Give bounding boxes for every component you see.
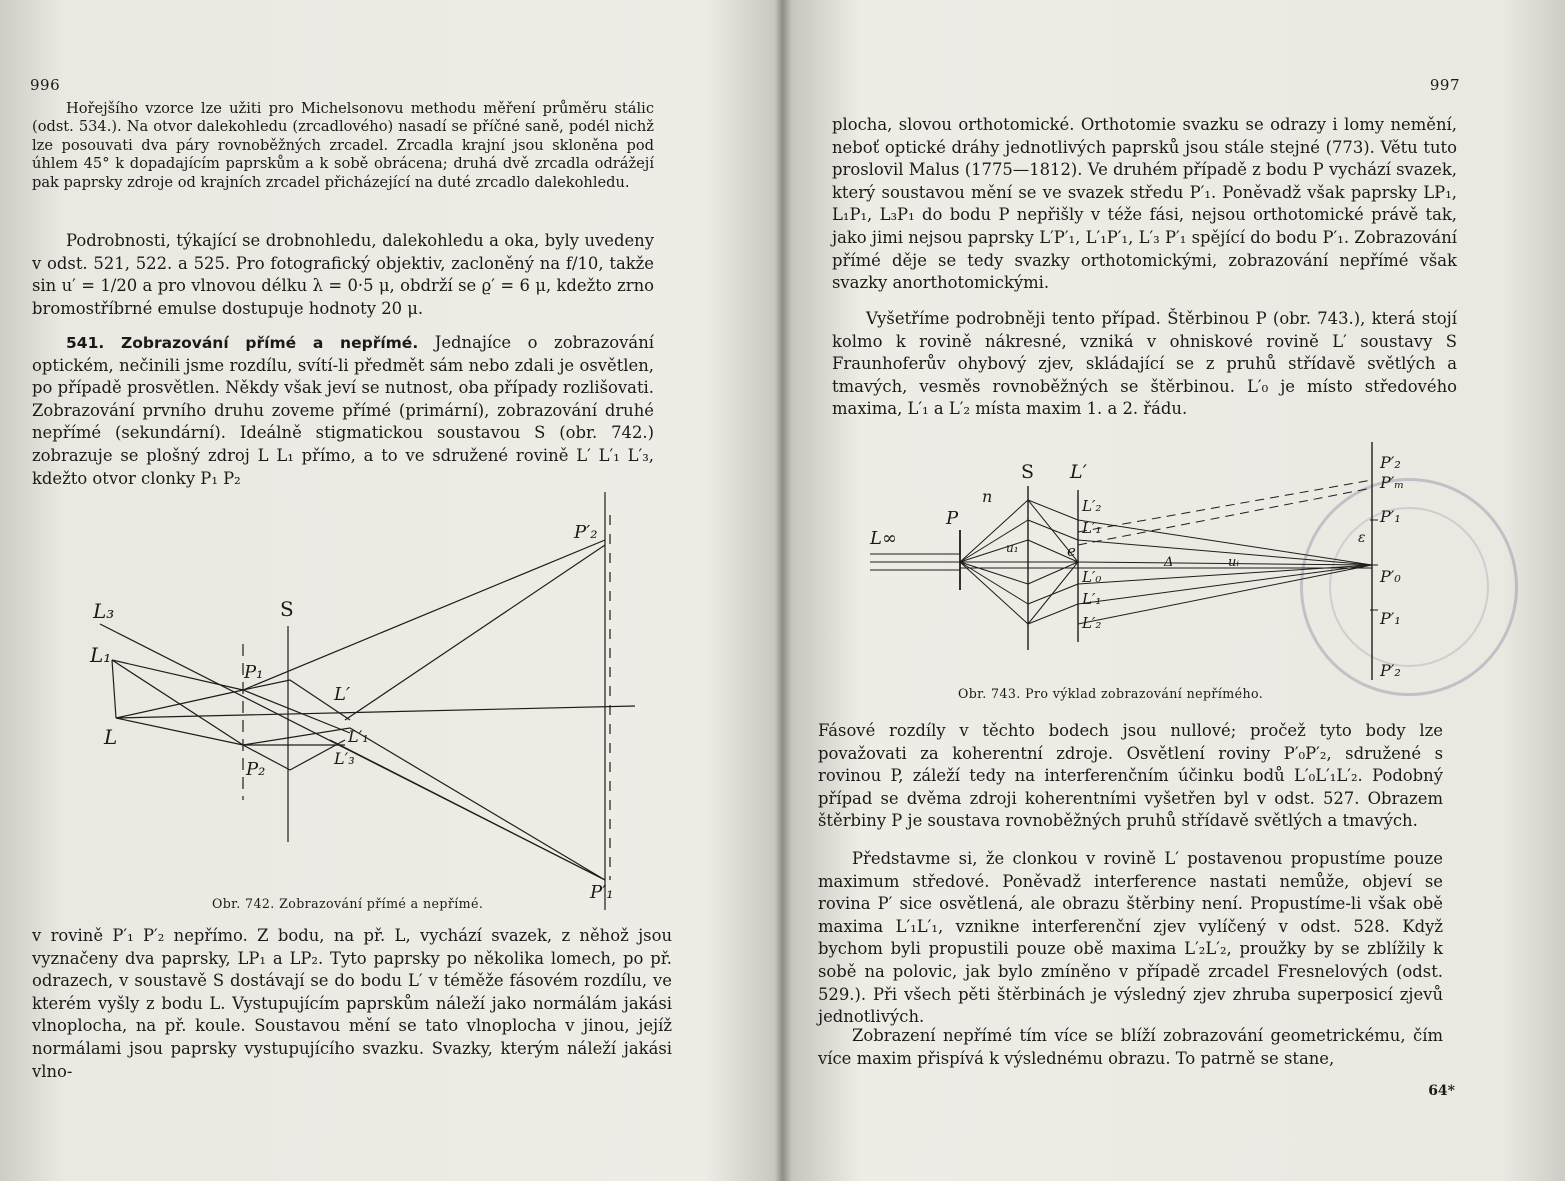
label-L3: L₃ xyxy=(93,599,115,623)
label-P1prime-bottom: P′₁ xyxy=(1380,609,1401,628)
label-P1prime-top: P′₁ xyxy=(1380,507,1401,526)
figure-742 xyxy=(0,0,760,920)
label-P: P xyxy=(946,508,959,529)
label-L3prime: L′₃ xyxy=(334,749,355,768)
paragraph-aperture: Představme si, že clonkou v rovině L′ postavenou propustíme pouze maximum středové. Poněvadž interference nastati nemůže, objeví se rovina P′ sice osvětlená, ale obrazu štěrbiny není. Propustíme-li však obě maxima L′₁L′₁, vznikne interferenční zjev vylíčený v odst. 528. Když bychom byli propustili pouze obě maxima L′₂L′₂, proužky by se zblížily k sobě na polovic, jak bylo zmíněno v případě zrcadel Fresnelových (odst. 529.). Při všech pěti štěrbinách je výsledný zjev zhruba superposicí zjevů jednotlivých. xyxy=(818,849,1443,1027)
label-L2-top: L′₂ xyxy=(1082,497,1102,515)
figure-742-caption: Obr. 742. Zobrazování přímé a nepřímé. xyxy=(212,896,484,911)
right-page xyxy=(760,0,1565,1181)
label-P2prime-top: P′₂ xyxy=(1380,453,1401,472)
label-P1prime: P′₁ xyxy=(590,882,614,903)
label-P0prime: P′₀ xyxy=(1380,567,1401,586)
figure-743 xyxy=(760,0,1565,700)
label-L0: L′₀ xyxy=(1082,568,1102,586)
paragraph-orthotomic: plocha, slovou orthotomické. Orthotomie svazku se odrazy i lomy nemění, neboť optické dráhy jednotlivých paprsků jsou stále stejné (773). Větu tuto proslovil Malus (1775—1812). Ve druhém případě z bodu P vychází svazek, který soustavou mění se ve svazek středu P′₁. Poněvadž však paprsky LP₁, L₁P₁, L₃P₁ do bodu P nepřišly v téže fási, nejsou orthotomické právě tak, jako jimi nejsou paprsky L′P′₁, L′₁P′₁, L′₃ P′₁ spějící do bodu P′₁. Zobrazování přímé děje se tedy svazky orthotomickými, zobrazování nepřímé však svazky anorthotomickými. xyxy=(832,115,1457,293)
label-P2: P₂ xyxy=(246,759,266,780)
label-epsilon: ε xyxy=(1358,530,1366,546)
label-S: S xyxy=(280,597,294,621)
label-Lprime-743: L′ xyxy=(1070,461,1087,483)
page-number-left: 996 xyxy=(30,76,61,94)
label-P1: P₁ xyxy=(244,662,264,683)
label-P2prime-bottom: P′₂ xyxy=(1380,661,1401,680)
page-number-right: 997 xyxy=(1429,76,1460,94)
paragraph-conclusion: Zobrazení nepřímé tím více se blíží zobrazování geometrickému, čím více maxim přispívá k výslednému obrazu. To patrně se stane, xyxy=(818,1026,1443,1068)
label-S-743: S xyxy=(1021,461,1035,483)
label-ui: uᵢ xyxy=(1228,555,1239,570)
label-L1-top: L′₁ xyxy=(1082,519,1102,537)
label-L1prime: L′₁ xyxy=(348,727,369,746)
label-P2prime: P′₂ xyxy=(574,522,598,543)
paragraph-slit: Vyšetříme podrobněji tento případ. Štěrbinou P (obr. 743.), která stojí kolmo k rovině nákresné, vzniká v ohniskové rovině L′ soustavy S Fraunhoferův ohybový zjev, skládající se z pruhů střídavě světlých a tmavých, vesměs rovnoběžných se štěrbinou. L′₀ je místo středového maxima, L′₁ a L′₂ místa maxim 1. a 2. řádu. xyxy=(832,309,1457,419)
paragraph-michelson: Hořejšího vzorce lze užiti pro Michelsonovu methodu měření průměru stálic (odst. 534.). Na otvor dalekohledu (zrcadlového) nasadí se příčné saně, podél nichž lze posouvati dva páry rovnoběžných zrcadel. Zrcadla krajní jsou skloněna pod úhlem 45° k dopadajícím paprskům a k sobě obrácena; druhá dvě zrcadla odrážejí pak paprsky zdroje od krajních zrcadel přicházející na duté zrcadlo dalekohledu. xyxy=(32,100,654,191)
label-Lprime: L′ xyxy=(334,684,351,705)
label-delta: Δ xyxy=(1164,555,1174,570)
label-u1: u₁ xyxy=(1006,541,1019,555)
section-text: Jednajíce o zobrazování optickém, nečinili jsme rozdílu, svítí-li předmět sám nebo zdali je osvětlen, po případě prosvětlen. Někdy však jeví se nutnost, oba případy rozlišovati. Zobrazování prvního druhu zoveme přímé (primární), zobrazování druhé nepřímé (sekundární). Ideálně stigmatickou soustavou S (obr. 742.) zobrazuje se plošný zdroj L L₁ přímo, a to ve sdružené rovině L′ L′₁ L′₃, kdežto otvor clonky P₁ P₂ xyxy=(32,333,654,488)
label-L1-bottom: L′₁ xyxy=(1082,590,1102,608)
paragraph-indirect: v rovině P′₁ P′₂ nepřímo. Z bodu, na př. L, vychází svazek, z něhož jsou vyznačeny dva paprsky, LP₁ a LP₂. Tyto paprsky po několika lomech, po př. odrazech, v soustavě S dostávají se do bodu L′ v téměže fásovém rozdílu, ve kterém vyšly z bodu L. Vystupujícím paprskům náleží jako normálám jakási vlnoplocha, na př. koule. Soustavou mění se tato vlnoplocha v jinou, jejíž normálami jsou paprsky vystupujícího svazku. Svazky, kterým náleží jakási vlno- xyxy=(32,926,672,1081)
signature-mark: 64* xyxy=(1428,1083,1455,1099)
figure-743-caption: Obr. 743. Pro výklad zobrazování nepřímého. xyxy=(958,686,1264,701)
label-L: L xyxy=(104,725,118,749)
label-e: e xyxy=(1067,542,1076,560)
label-L2-bottom: L′₂ xyxy=(1082,614,1102,632)
label-L1: L₁ xyxy=(90,643,112,667)
label-Pmprime: P′ₘ xyxy=(1380,473,1405,492)
left-page xyxy=(0,0,760,1181)
label-n: n xyxy=(982,487,993,506)
label-Loo: L∞ xyxy=(870,528,897,549)
paragraph-phase: Fásové rozdíly v těchto bodech jsou nullové; pročež tyto body lze považovati za koherentní zdroje. Osvětlení roviny P′₀P′₂, sdružené s rovinou P, záleží tedy na interferenčním účinku bodů L′₀L′₁L′₂. Podobný případ se dvěma zdroji koherentními vyšetřen byl v odst. 527. Obrazem štěrbiny P je soustava rovnoběžných pruhů střídavě světlých a tmavých. xyxy=(818,721,1443,831)
section-heading: 541. Zobrazování přímé a nepřímé. xyxy=(66,334,419,352)
paragraph-details: Podrobnosti, týkající se drobnohledu, dalekohledu a oka, byly uvedeny v odst. 521, 522. a 525. Pro fotografický objektiv, zacloněný na f/10, takže sin u′ = 1/20 a pro vlnovou délku λ = 0·5 μ, obdrží se ϱ′ = 6 μ, kdežto zrno bromostříbrné emulse dostupuje hodnoty 20 μ. xyxy=(32,231,654,318)
